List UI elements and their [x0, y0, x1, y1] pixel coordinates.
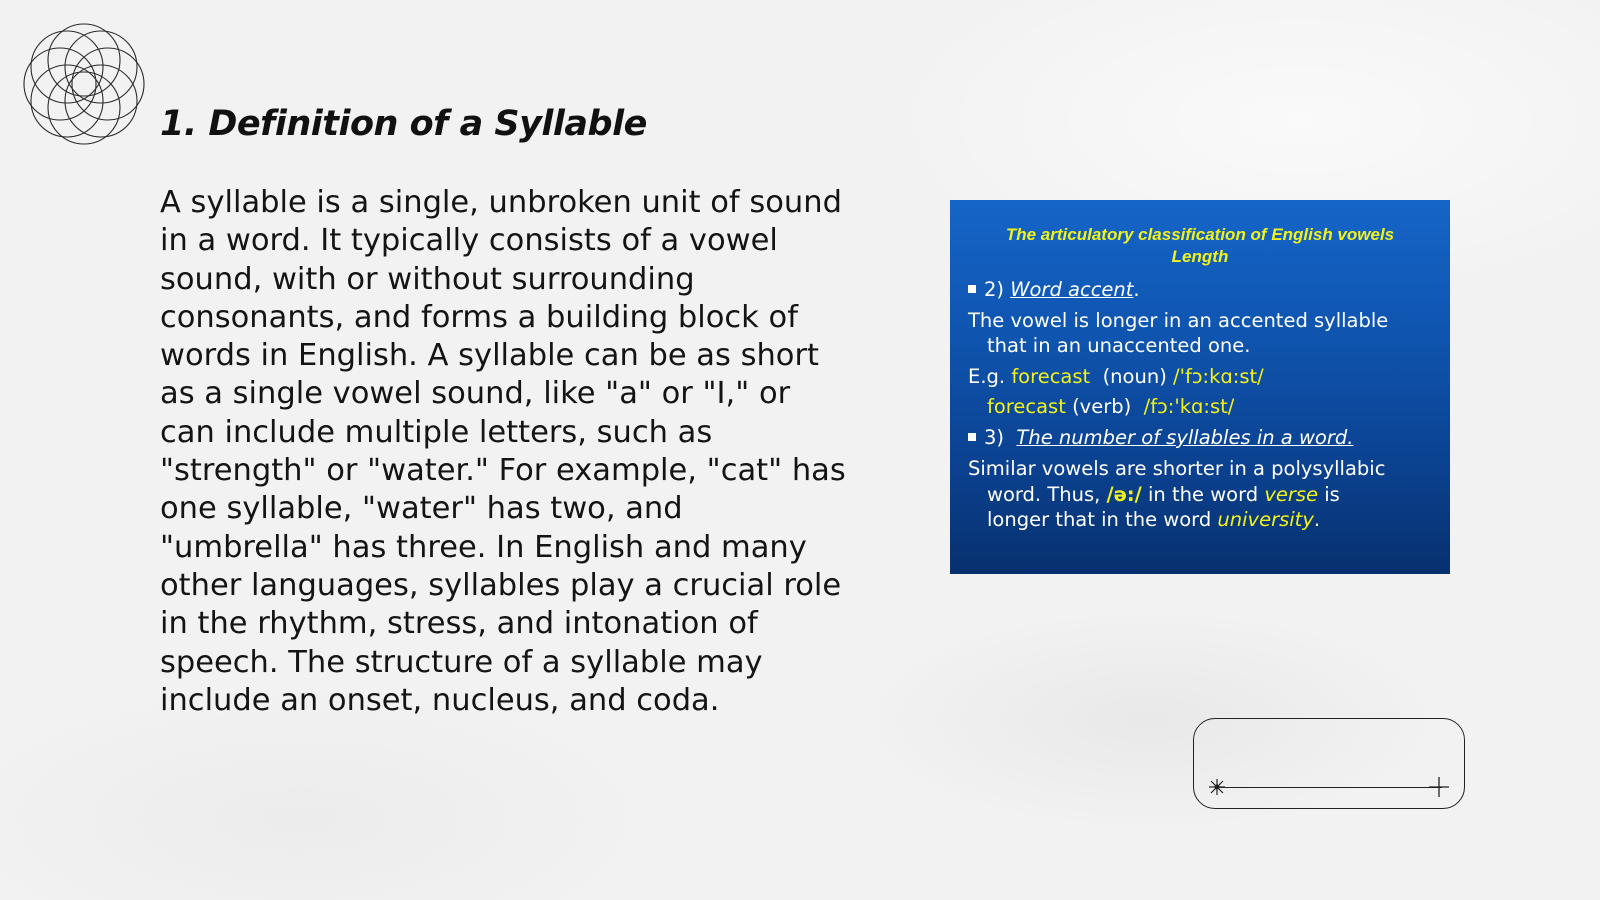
example-line-2	[987, 394, 1234, 420]
item3-line3-a: longer that in the word	[987, 508, 1212, 531]
item3-line3-b: .	[1313, 508, 1321, 531]
item3-line2-c: is	[1324, 483, 1340, 506]
item2-period: .	[1133, 278, 1140, 301]
slide-item-2	[968, 277, 1140, 303]
slide-item-3	[968, 425, 1353, 451]
item3-heading: The number of syllables in a word.	[1016, 426, 1354, 449]
embedded-slide-image	[950, 200, 1450, 574]
example2-pos: (verb)	[1072, 395, 1132, 418]
bullet-icon	[968, 433, 976, 441]
example1-pos: (noun)	[1102, 365, 1167, 388]
example2-word: forecast	[987, 395, 1066, 418]
decorative-frame	[1193, 718, 1465, 809]
slide-title	[950, 224, 1450, 268]
item3-symbol: /ə:/	[1106, 483, 1142, 506]
item3-line2	[987, 482, 1340, 508]
example-prefix: E.g.	[968, 365, 1006, 388]
bullet-icon	[968, 285, 976, 293]
frame-divider	[1216, 787, 1442, 788]
item3-line3	[987, 507, 1320, 533]
crosshair-icon	[1428, 776, 1450, 798]
definition-paragraph: A syllable is a single, unbroken unit of sound in a word. It typically consists of a vowel sound, with or without surrounding consonants, and forms a building block of words in English. A syllable can be as short as a single vowel sound, like "a" or "I," or can include multiple letters, such as "strength" or "water." For example, "cat" has one syllable, "water" has two, and "umbrella" has three. In English and many other languages, syllables play a crucial role in the rhythm, stress, and intonation of speech. The structure of a syllable may include an onset, nucleus, and coda.	[160, 185, 846, 718]
item3-line1: Similar vowels are shorter in a polysyllabic	[968, 457, 1386, 480]
slide-title-line2: Length	[1171, 247, 1229, 266]
item3-word1: verse	[1264, 483, 1319, 506]
starburst-icon	[1208, 778, 1226, 796]
item3-line2-b: in the word	[1148, 483, 1259, 506]
item3-word2: university	[1217, 508, 1314, 531]
slide-title-line1: The articulatory classification of English vowels	[1005, 225, 1395, 244]
example-line-1	[968, 364, 1264, 390]
item3-number: 3)	[984, 426, 1005, 449]
example2-ipa: /fɔ:'kɑ:st/	[1143, 395, 1235, 418]
page-title: 1. Definition of a Syllable	[160, 104, 647, 144]
example1-ipa: /'fɔ:kɑ:st/	[1173, 365, 1264, 388]
example1-word: forecast	[1011, 365, 1091, 388]
interlocking-circles-logo-icon	[10, 10, 158, 158]
item2-heading: Word accent	[1010, 278, 1134, 301]
item2-text-line2: that in an unaccented one.	[987, 334, 1251, 357]
item2-number: 2)	[984, 278, 1005, 301]
item3-line2-a: word. Thus,	[987, 483, 1101, 506]
item2-text-line1: The vowel is longer in an accented syllable	[968, 309, 1389, 332]
